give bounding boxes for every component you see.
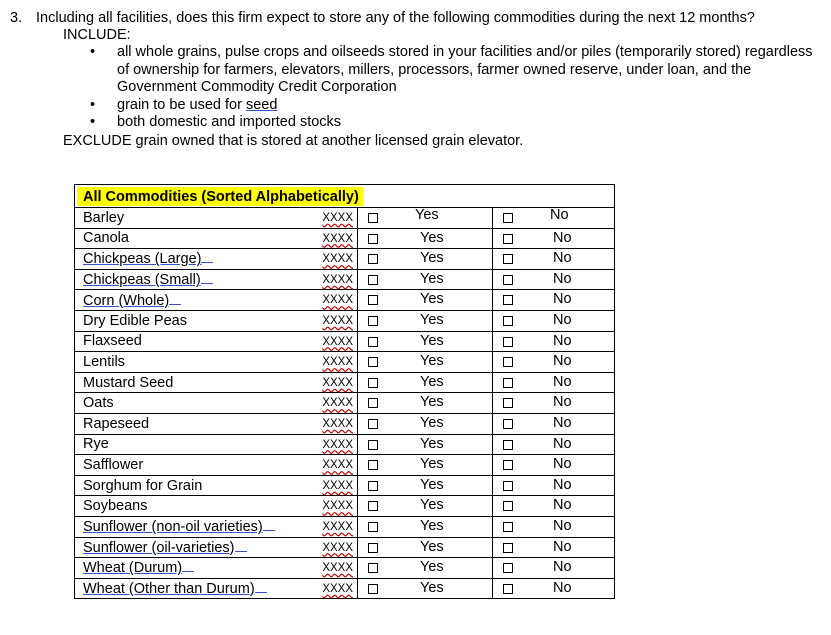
- no-label: No: [550, 207, 569, 223]
- no-checkbox[interactable]: [503, 337, 513, 347]
- commodity-cell: [75, 516, 358, 537]
- yes-label: Yes: [415, 207, 439, 223]
- yes-label: Yes: [420, 517, 444, 534]
- table-row: [75, 331, 615, 352]
- no-option-cell: [493, 331, 615, 352]
- commodity-name: Rapeseed: [83, 415, 150, 432]
- no-option-cell: [493, 434, 615, 455]
- item-code-placeholder: XXXX: [322, 335, 353, 348]
- commodity-name: Mustard Seed: [83, 374, 174, 391]
- no-checkbox[interactable]: [503, 563, 513, 573]
- yes-option-cell: [358, 578, 493, 599]
- commodity-name: Safflower: [83, 456, 144, 473]
- no-checkbox[interactable]: [503, 419, 513, 429]
- commodity-cell: [75, 413, 358, 434]
- table-row: [75, 208, 615, 229]
- commodity-cell: [75, 331, 358, 352]
- commodity-name: Oats: [83, 395, 114, 412]
- table-row: [75, 372, 615, 393]
- no-checkbox[interactable]: [503, 357, 513, 367]
- commodity-name: Sunflower (oil-varieties): [83, 539, 235, 556]
- yes-label: Yes: [420, 332, 444, 349]
- no-option-cell: [493, 290, 615, 311]
- yes-option-cell: [358, 475, 493, 496]
- no-option-cell: [493, 352, 615, 373]
- include-item-text: all whole grains, pulse crops and oilseeds stored in your facilities and/or piles (temporarily stored) regardless of ownership for farmers, elevators, millers, processors, farmer owned reserve, under loan, and the Government Commodity Credit Corporation: [117, 44, 813, 95]
- item-code-placeholder: XXXX: [322, 479, 353, 492]
- item-code-placeholder: XXXX: [322, 582, 353, 595]
- no-option-cell: [493, 310, 615, 331]
- commodity-name: Wheat (Durum): [83, 560, 183, 577]
- yes-label: Yes: [420, 373, 444, 390]
- yes-label: Yes: [420, 456, 444, 473]
- commodity-cell: [75, 578, 358, 599]
- yes-label: Yes: [420, 229, 444, 246]
- no-label: No: [553, 476, 572, 493]
- yes-label: Yes: [420, 579, 444, 596]
- no-option-cell: [493, 516, 615, 537]
- no-label: No: [553, 497, 572, 514]
- commodity-name: Rye: [83, 436, 109, 453]
- commodity-cell: [75, 372, 358, 393]
- commodity-cell: [75, 455, 358, 476]
- no-checkbox[interactable]: [503, 234, 513, 244]
- yes-option-cell: [358, 455, 493, 476]
- no-checkbox[interactable]: [503, 501, 513, 511]
- commodity-name: Sunflower (non-oil varieties): [83, 519, 263, 536]
- item-code-placeholder: XXXX: [322, 459, 353, 472]
- yes-checkbox[interactable]: [368, 522, 378, 532]
- commodity-name: Canola: [83, 230, 129, 247]
- table-row: [75, 558, 615, 579]
- no-label: No: [553, 291, 572, 308]
- item-code-placeholder: XXXX: [322, 253, 353, 266]
- no-label: No: [553, 538, 572, 555]
- no-option-cell: [493, 269, 615, 290]
- bullet-icon: •: [90, 96, 96, 113]
- item-code-placeholder: XXXX: [322, 232, 353, 245]
- yes-checkbox[interactable]: [368, 378, 378, 388]
- table-row: [75, 434, 615, 455]
- no-label: No: [553, 414, 572, 431]
- item-code-placeholder: XXXX: [322, 356, 353, 369]
- commodity-cell: [75, 496, 358, 517]
- table-row: [75, 578, 615, 599]
- no-checkbox[interactable]: [503, 584, 513, 594]
- yes-checkbox[interactable]: [368, 440, 378, 450]
- commodity-name: Sorghum for Grain: [83, 477, 203, 494]
- yes-label: Yes: [420, 270, 444, 287]
- yes-option-cell: [358, 269, 493, 290]
- yes-checkbox[interactable]: [368, 398, 378, 408]
- no-checkbox[interactable]: [503, 316, 513, 326]
- commodity-name: Wheat (Other than Durum): [83, 580, 255, 597]
- no-option-cell: [493, 578, 615, 599]
- yes-label: Yes: [420, 497, 444, 514]
- yes-label: Yes: [420, 435, 444, 452]
- commodity-name: Corn (Whole): [83, 292, 170, 309]
- no-option-cell: [493, 249, 615, 270]
- bullet-icon: •: [90, 44, 96, 60]
- yes-option-cell: [358, 393, 493, 414]
- commodity-cell: [75, 208, 358, 229]
- underline-trail: [182, 559, 194, 572]
- question-text: Including all facilities, does this firm expect to store any of the following commodities during the next 12 months?: [36, 10, 755, 26]
- include-label: INCLUDE:: [63, 27, 131, 43]
- no-label: No: [553, 559, 572, 576]
- commodity-cell: [75, 434, 358, 455]
- item-code-placeholder: XXXX: [322, 438, 353, 451]
- no-option-cell: [493, 413, 615, 434]
- yes-checkbox[interactable]: [368, 584, 378, 594]
- include-item-text: both domestic and imported stocks: [117, 114, 342, 130]
- no-label: No: [553, 270, 572, 287]
- table-row: [75, 496, 615, 517]
- commodity-cell: [75, 228, 358, 249]
- yes-checkbox[interactable]: [368, 213, 378, 223]
- yes-checkbox[interactable]: [368, 501, 378, 511]
- no-label: No: [553, 353, 572, 370]
- no-label: No: [553, 332, 572, 349]
- no-label: No: [553, 311, 572, 328]
- yes-option-cell: [358, 352, 493, 373]
- underline-trail: [169, 292, 181, 305]
- no-label: No: [553, 229, 572, 246]
- yes-option-cell: [358, 558, 493, 579]
- no-checkbox[interactable]: [503, 522, 513, 532]
- no-option-cell: [493, 537, 615, 558]
- yes-option-cell: [358, 372, 493, 393]
- item-code-placeholder: XXXX: [322, 376, 353, 389]
- table-row: [75, 290, 615, 311]
- item-code-placeholder: XXXX: [322, 314, 353, 327]
- commodity-cell: [75, 393, 358, 414]
- table-row: [75, 516, 615, 537]
- underline-trail: [235, 539, 247, 552]
- table-row: [75, 228, 615, 249]
- yes-option-cell: [358, 496, 493, 517]
- yes-option-cell: [358, 249, 493, 270]
- yes-option-cell: [358, 537, 493, 558]
- commodity-cell: [75, 290, 358, 311]
- yes-option-cell: [358, 290, 493, 311]
- table-row: [75, 455, 615, 476]
- exclude-text: EXCLUDE grain owned that is stored at another licensed grain elevator.: [63, 133, 524, 149]
- item-code-placeholder: XXXX: [322, 417, 353, 430]
- underline-trail: [255, 580, 267, 593]
- table-row: [75, 269, 615, 290]
- no-checkbox[interactable]: [503, 378, 513, 388]
- no-checkbox[interactable]: [503, 275, 513, 285]
- table-row: [75, 249, 615, 270]
- item-code-placeholder: XXXX: [322, 562, 353, 575]
- item-code-placeholder: XXXX: [322, 500, 353, 513]
- yes-option-cell: [358, 331, 493, 352]
- commodity-cell: [75, 475, 358, 496]
- commodity-name: Soybeans: [83, 498, 148, 515]
- table-row: [75, 413, 615, 434]
- no-option-cell: [493, 208, 615, 229]
- item-code-placeholder: XXXX: [322, 397, 353, 410]
- yes-checkbox[interactable]: [368, 481, 378, 491]
- yes-checkbox[interactable]: [368, 460, 378, 470]
- yes-option-cell: [358, 413, 493, 434]
- no-label: No: [553, 435, 572, 452]
- yes-checkbox[interactable]: [368, 275, 378, 285]
- no-checkbox[interactable]: [503, 543, 513, 553]
- question-number: 3.: [10, 10, 23, 26]
- yes-checkbox[interactable]: [368, 543, 378, 553]
- yes-checkbox[interactable]: [368, 295, 378, 305]
- no-option-cell: [493, 475, 615, 496]
- commodity-name: Chickpeas (Large): [83, 251, 202, 268]
- underline-trail: [201, 271, 213, 284]
- no-label: No: [553, 517, 572, 534]
- yes-option-cell: [358, 208, 493, 229]
- no-checkbox[interactable]: [503, 213, 513, 223]
- commodity-cell: [75, 310, 358, 331]
- yes-label: Yes: [420, 311, 444, 328]
- no-option-cell: [493, 372, 615, 393]
- yes-checkbox[interactable]: [368, 419, 378, 429]
- yes-checkbox[interactable]: [368, 357, 378, 367]
- commodity-cell: [75, 249, 358, 270]
- item-code-placeholder: XXXX: [322, 520, 353, 533]
- commodity-cell: [75, 558, 358, 579]
- commodity-cell: [75, 352, 358, 373]
- underline-trail: [263, 518, 275, 531]
- yes-label: Yes: [420, 394, 444, 411]
- no-option-cell: [493, 228, 615, 249]
- include-list: [90, 44, 825, 132]
- commodity-name: Flaxseed: [83, 333, 142, 350]
- no-option-cell: [493, 496, 615, 517]
- no-label: No: [553, 373, 572, 390]
- no-label: No: [553, 456, 572, 473]
- no-label: No: [553, 579, 572, 596]
- include-item-text: grain to be used for: [117, 96, 246, 113]
- underline-trail: [201, 250, 213, 263]
- item-code-placeholder: XXXX: [322, 541, 353, 554]
- include-item: [90, 114, 825, 132]
- no-option-cell: [493, 393, 615, 414]
- yes-checkbox[interactable]: [368, 254, 378, 264]
- no-label: No: [553, 250, 572, 267]
- commodity-cell: [75, 537, 358, 558]
- yes-option-cell: [358, 434, 493, 455]
- no-option-cell: [493, 455, 615, 476]
- no-label: No: [553, 394, 572, 411]
- commodity-cell: [75, 269, 358, 290]
- include-item: [90, 97, 825, 115]
- include-item-underlined: seed: [245, 96, 278, 113]
- item-code-placeholder: XXXX: [322, 294, 353, 307]
- table-row: [75, 352, 615, 373]
- yes-checkbox[interactable]: [368, 316, 378, 326]
- table-header: All Commodities (Sorted Alphabetically): [77, 187, 363, 206]
- no-checkbox[interactable]: [503, 254, 513, 264]
- include-item: [90, 44, 825, 97]
- item-code-placeholder: XXXX: [322, 212, 353, 224]
- yes-label: Yes: [420, 476, 444, 493]
- no-checkbox[interactable]: [503, 481, 513, 491]
- commodity-name: Lentils: [83, 353, 125, 370]
- no-checkbox[interactable]: [503, 295, 513, 305]
- yes-label: Yes: [420, 353, 444, 370]
- commodities-table: [74, 184, 615, 599]
- bullet-icon: •: [90, 114, 96, 130]
- no-option-cell: [493, 558, 615, 579]
- commodity-name: Dry Edible Peas: [83, 312, 187, 329]
- yes-label: Yes: [420, 414, 444, 431]
- yes-label: Yes: [420, 559, 444, 576]
- yes-checkbox[interactable]: [368, 337, 378, 347]
- commodity-name: Barley: [83, 209, 125, 226]
- yes-label: Yes: [420, 538, 444, 555]
- yes-checkbox[interactable]: [368, 563, 378, 573]
- table-row: [75, 475, 615, 496]
- no-checkbox[interactable]: [503, 440, 513, 450]
- yes-label: Yes: [420, 291, 444, 308]
- no-checkbox[interactable]: [503, 398, 513, 408]
- yes-label: Yes: [420, 250, 444, 267]
- no-checkbox[interactable]: [503, 460, 513, 470]
- table-header-row: [75, 185, 615, 208]
- table-row: [75, 310, 615, 331]
- yes-option-cell: [358, 228, 493, 249]
- yes-option-cell: [358, 516, 493, 537]
- yes-option-cell: [358, 310, 493, 331]
- yes-checkbox[interactable]: [368, 234, 378, 244]
- table-row: [75, 393, 615, 414]
- commodity-name: Chickpeas (Small): [83, 272, 201, 289]
- table-row: [75, 537, 615, 558]
- item-code-placeholder: XXXX: [322, 273, 353, 286]
